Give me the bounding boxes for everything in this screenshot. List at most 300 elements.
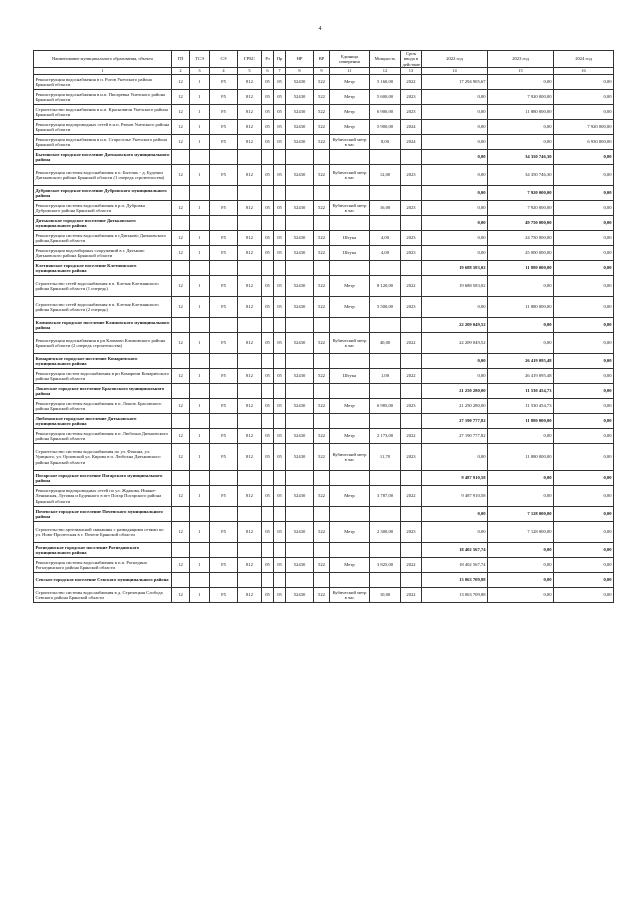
cell-power: 5 160,00 xyxy=(370,75,401,90)
cell-grbs: 812 xyxy=(238,588,262,603)
cell-se: F5 xyxy=(210,135,238,150)
column-index: 8 xyxy=(286,68,314,75)
cell-pr: 05 xyxy=(274,246,286,261)
cell-tse: 1 xyxy=(190,90,210,105)
empty-cell xyxy=(238,261,262,276)
amount-2024: 0,00 xyxy=(554,276,614,297)
group-row xyxy=(34,216,614,231)
amount-2024: 0,00 xyxy=(554,216,614,231)
amount-2024: 0,00 xyxy=(554,297,614,318)
empty-cell xyxy=(370,354,401,369)
table-row xyxy=(34,105,614,120)
empty-cell xyxy=(172,573,190,588)
cell-power: 8 120,00 xyxy=(370,276,401,297)
cell-tse: 1 xyxy=(190,588,210,603)
cell-tse: 1 xyxy=(190,246,210,261)
cell-se: F5 xyxy=(210,522,238,543)
cell-year: 2022 xyxy=(401,558,422,573)
cell-unit: Штука xyxy=(330,369,370,384)
cell-nr: 52430 xyxy=(286,522,314,543)
empty-cell xyxy=(238,471,262,486)
amount-2024: 7 920 000,00 xyxy=(554,120,614,135)
empty-cell xyxy=(286,573,314,588)
amount-2024: 0,00 xyxy=(554,399,614,414)
cell-unit: Метр xyxy=(330,558,370,573)
cell-gp: 12 xyxy=(172,135,190,150)
cell-vr: 522 xyxy=(314,75,330,90)
amount-2023: 7 920 000,00 xyxy=(488,90,554,105)
cell-gp: 12 xyxy=(172,105,190,120)
table-row xyxy=(34,486,614,507)
amount-2024: 0,00 xyxy=(554,261,614,276)
empty-cell xyxy=(286,216,314,231)
object-name: Реконструкция водозаборных сооружений в г. Дятьково Дятьковского района Брянской области xyxy=(34,246,172,261)
empty-cell xyxy=(238,216,262,231)
cell-tse: 1 xyxy=(190,486,210,507)
amount-2024: 0,00 xyxy=(554,354,614,369)
cell-rz: 05 xyxy=(262,486,274,507)
empty-cell xyxy=(262,384,274,399)
amount-2022: 27 190 777,82 xyxy=(422,429,488,444)
empty-cell xyxy=(330,384,370,399)
empty-cell xyxy=(172,216,190,231)
cell-pr: 05 xyxy=(274,399,286,414)
empty-cell xyxy=(190,354,210,369)
empty-cell xyxy=(274,261,286,276)
cell-unit: Метр xyxy=(330,522,370,543)
amount-2024: 0,00 xyxy=(554,543,614,558)
column-index: 12 xyxy=(370,68,401,75)
object-name: Реконструкция системы водоснабжения в р.п. Дубровка Дубровского района Брянской области xyxy=(34,201,172,216)
amount-2022: 13 063 709,88 xyxy=(422,588,488,603)
cell-tse: 1 xyxy=(190,120,210,135)
table-row xyxy=(34,558,614,573)
amount-2024: 0,00 xyxy=(554,231,614,246)
amount-2023: 0,00 xyxy=(488,558,554,573)
cell-rz: 05 xyxy=(262,90,274,105)
cell-gp: 12 xyxy=(172,246,190,261)
column-header: 2023 год xyxy=(488,51,554,68)
cell-gp: 12 xyxy=(172,297,190,318)
group-name: Дятьковское городское поселение Дятьковского муниципального района xyxy=(34,216,172,231)
cell-tse: 1 xyxy=(190,429,210,444)
cell-rz: 05 xyxy=(262,201,274,216)
object-name: Строительство сетей водоснабжения в п. Клетня Клетнянского района Брянской области (2 очередь) xyxy=(34,297,172,318)
amount-2022: 0,00 xyxy=(422,150,488,165)
empty-cell xyxy=(370,471,401,486)
empty-cell xyxy=(238,414,262,429)
cell-nr: 52430 xyxy=(286,399,314,414)
empty-cell xyxy=(172,150,190,165)
cell-pr: 05 xyxy=(274,276,286,297)
empty-cell xyxy=(190,216,210,231)
cell-unit: Метр xyxy=(330,120,370,135)
cell-vr: 522 xyxy=(314,297,330,318)
cell-nr: 52430 xyxy=(286,201,314,216)
cell-tse: 1 xyxy=(190,165,210,186)
cell-gp: 12 xyxy=(172,231,190,246)
empty-cell xyxy=(330,507,370,522)
cell-grbs: 812 xyxy=(238,231,262,246)
column-index: 11 xyxy=(330,68,370,75)
empty-cell xyxy=(401,414,422,429)
cell-se: F5 xyxy=(210,75,238,90)
cell-gp: 12 xyxy=(172,399,190,414)
cell-rz: 05 xyxy=(262,333,274,354)
column-index: 1 xyxy=(34,68,172,75)
cell-year: 2023 xyxy=(401,231,422,246)
empty-cell xyxy=(274,507,286,522)
empty-cell xyxy=(262,573,274,588)
cell-pr: 05 xyxy=(274,444,286,471)
empty-cell xyxy=(370,543,401,558)
amount-2022: 0,00 xyxy=(422,522,488,543)
object-name: Реконструкция водоснабжения в н.п. Писаревка Унечского района Брянской области xyxy=(34,90,172,105)
amount-2022: 13 063 709,88 xyxy=(422,573,488,588)
cell-nr: 52430 xyxy=(286,429,314,444)
cell-se: F5 xyxy=(210,558,238,573)
cell-vr: 522 xyxy=(314,246,330,261)
cell-grbs: 812 xyxy=(238,522,262,543)
amount-2023: 7 920 000,00 xyxy=(488,186,554,201)
amount-2023: 49 750 000,00 xyxy=(488,216,554,231)
cell-unit: Метр xyxy=(330,297,370,318)
cell-tse: 1 xyxy=(190,522,210,543)
cell-rz: 05 xyxy=(262,276,274,297)
empty-cell xyxy=(238,318,262,333)
cell-se: F5 xyxy=(210,588,238,603)
header-row xyxy=(34,51,614,68)
empty-cell xyxy=(286,186,314,201)
cell-vr: 522 xyxy=(314,588,330,603)
cell-nr: 52430 xyxy=(286,135,314,150)
cell-se: F5 xyxy=(210,90,238,105)
empty-cell xyxy=(190,471,210,486)
table-row xyxy=(34,90,614,105)
cell-se: F5 xyxy=(210,276,238,297)
cell-grbs: 812 xyxy=(238,105,262,120)
cell-power: 16,00 xyxy=(370,201,401,216)
cell-power: 3 825,00 xyxy=(370,558,401,573)
column-index: 5 xyxy=(238,68,262,75)
amount-2022: 0,00 xyxy=(422,369,488,384)
group-row xyxy=(34,507,614,522)
empty-cell xyxy=(370,384,401,399)
empty-cell xyxy=(274,354,286,369)
object-name: Реконструкция системы водоснабжения в п.п. Рогнедино Рогнединского района Брянской области xyxy=(34,558,172,573)
object-name: Строительство водоснабжения в н.п. Красновичи Унечского района Брянской области xyxy=(34,105,172,120)
table-row xyxy=(34,333,614,354)
empty-cell xyxy=(370,414,401,429)
cell-pr: 05 xyxy=(274,120,286,135)
column-index: 15 xyxy=(488,68,554,75)
cell-unit: Штука xyxy=(330,231,370,246)
amount-2022: 0,00 xyxy=(422,444,488,471)
cell-nr: 52430 xyxy=(286,246,314,261)
amount-2023: 11 880 000,00 xyxy=(488,261,554,276)
amount-2023: 0,00 xyxy=(488,543,554,558)
empty-cell xyxy=(286,471,314,486)
amount-2022: 0,00 xyxy=(422,216,488,231)
empty-cell xyxy=(262,261,274,276)
empty-cell xyxy=(370,573,401,588)
cell-gp: 12 xyxy=(172,369,190,384)
cell-pr: 05 xyxy=(274,105,286,120)
column-header: ГП xyxy=(172,51,190,68)
empty-cell xyxy=(210,186,238,201)
empty-cell xyxy=(274,186,286,201)
amount-2023: 7 128 000,00 xyxy=(488,522,554,543)
cell-unit: Кубический метр в час xyxy=(330,444,370,471)
cell-unit: Метр xyxy=(330,486,370,507)
cell-gp: 12 xyxy=(172,333,190,354)
cell-vr: 522 xyxy=(314,522,330,543)
empty-cell xyxy=(190,261,210,276)
cell-power: 40,00 xyxy=(370,333,401,354)
amount-2022: 27 190 777,82 xyxy=(422,414,488,429)
cell-power: 10,00 xyxy=(370,588,401,603)
empty-cell xyxy=(401,318,422,333)
cell-power: 4,00 xyxy=(370,231,401,246)
empty-cell xyxy=(314,573,330,588)
empty-cell xyxy=(210,318,238,333)
empty-cell xyxy=(210,507,238,522)
cell-se: F5 xyxy=(210,231,238,246)
table-row xyxy=(34,165,614,186)
cell-grbs: 812 xyxy=(238,558,262,573)
object-name: Реконструкция систем водоснабжения в рп Комаричи Комаричского района Брянской области xyxy=(34,369,172,384)
group-row xyxy=(34,543,614,558)
empty-cell xyxy=(330,471,370,486)
empty-cell xyxy=(314,186,330,201)
object-name: Строительство артезианской скважины с разводящими сетями по ул. Ново-Пролетская в г. Почепе Брянской области xyxy=(34,522,172,543)
empty-cell xyxy=(262,150,274,165)
cell-unit: Метр xyxy=(330,90,370,105)
cell-grbs: 812 xyxy=(238,399,262,414)
group-name: Комаричское городское поселение Комаричского муниципального района xyxy=(34,354,172,369)
column-header: Срок ввода в действие xyxy=(402,51,421,67)
cell-tse: 1 xyxy=(190,444,210,471)
empty-cell xyxy=(262,186,274,201)
amount-2023: 26 419 095,48 xyxy=(488,354,554,369)
cell-year: 2023 xyxy=(401,444,422,471)
cell-tse: 1 xyxy=(190,75,210,90)
amount-2024: 0,00 xyxy=(554,471,614,486)
empty-cell xyxy=(286,543,314,558)
cell-nr: 52430 xyxy=(286,297,314,318)
group-row xyxy=(34,150,614,165)
empty-cell xyxy=(286,354,314,369)
amount-2023: 0,00 xyxy=(488,135,554,150)
cell-tse: 1 xyxy=(190,105,210,120)
cell-power: 6 900,00 xyxy=(370,105,401,120)
empty-cell xyxy=(210,573,238,588)
cell-unit: Кубический метр в час xyxy=(330,201,370,216)
empty-cell xyxy=(274,150,286,165)
empty-cell xyxy=(238,507,262,522)
amount-2022: 22 209 049,52 xyxy=(422,333,488,354)
empty-cell xyxy=(314,471,330,486)
empty-cell xyxy=(401,543,422,558)
empty-cell xyxy=(238,543,262,558)
cell-rz: 05 xyxy=(262,120,274,135)
amount-2024: 0,00 xyxy=(554,105,614,120)
table-row xyxy=(34,399,614,414)
amount-2024: 0,00 xyxy=(554,522,614,543)
object-name: Реконструкция системы водоснабжения в п. Любохна Дятьковского района Брянской области xyxy=(34,429,172,444)
cell-pr: 05 xyxy=(274,165,286,186)
empty-cell xyxy=(330,573,370,588)
table-row xyxy=(34,369,614,384)
amount-2024: 0,00 xyxy=(554,90,614,105)
group-name: Севское городское поселение Севского муниципального района xyxy=(34,573,172,588)
table-row xyxy=(34,201,614,216)
amount-2024: 0,00 xyxy=(554,384,614,399)
table-row xyxy=(34,429,614,444)
cell-nr: 52430 xyxy=(286,369,314,384)
column-index-row xyxy=(34,68,614,75)
amount-2024: 0,00 xyxy=(554,444,614,471)
amount-2023: 11 530 454,73 xyxy=(488,399,554,414)
cell-gp: 12 xyxy=(172,75,190,90)
amount-2022: 19 688 583,02 xyxy=(422,276,488,297)
amount-2022: 0,00 xyxy=(422,297,488,318)
amount-2023: 7 920 000,00 xyxy=(488,201,554,216)
empty-cell xyxy=(238,150,262,165)
cell-unit: Кубический метр в час xyxy=(330,588,370,603)
cell-grbs: 812 xyxy=(238,75,262,90)
empty-cell xyxy=(238,354,262,369)
group-row xyxy=(34,573,614,588)
cell-tse: 1 xyxy=(190,558,210,573)
cell-se: F5 xyxy=(210,105,238,120)
empty-cell xyxy=(238,186,262,201)
cell-rz: 05 xyxy=(262,165,274,186)
empty-cell xyxy=(262,318,274,333)
object-name: Реконструкция водоснабжения в рп Климово Климовского района Брянской области (2 очередь строительства) xyxy=(34,333,172,354)
column-header: 2022 год xyxy=(422,51,488,68)
cell-se: F5 xyxy=(210,444,238,471)
cell-pr: 05 xyxy=(274,429,286,444)
empty-cell xyxy=(274,543,286,558)
empty-cell xyxy=(314,354,330,369)
cell-vr: 522 xyxy=(314,558,330,573)
cell-rz: 05 xyxy=(262,588,274,603)
amount-2023: 0,00 xyxy=(488,573,554,588)
column-index: 2 xyxy=(172,68,190,75)
cell-unit: Кубический метр в час xyxy=(330,333,370,354)
cell-power: 5 500,00 xyxy=(370,297,401,318)
empty-cell xyxy=(330,354,370,369)
table-row xyxy=(34,120,614,135)
amount-2023: 0,00 xyxy=(488,75,554,90)
empty-cell xyxy=(314,507,330,522)
amount-2022: 0,00 xyxy=(422,90,488,105)
amount-2024: 0,00 xyxy=(554,429,614,444)
cell-nr: 52430 xyxy=(286,486,314,507)
empty-cell xyxy=(330,414,370,429)
empty-cell xyxy=(286,150,314,165)
cell-power: 11,70 xyxy=(370,444,401,471)
cell-year: 2022 xyxy=(401,369,422,384)
cell-nr: 52430 xyxy=(286,558,314,573)
empty-cell xyxy=(370,507,401,522)
table-row xyxy=(34,297,614,318)
cell-se: F5 xyxy=(210,120,238,135)
amount-2023: 11 880 000,00 xyxy=(488,297,554,318)
cell-gp: 12 xyxy=(172,588,190,603)
object-name: Реконструкция системы водоснабжения в п. Бытошь - д. Будочки Дятьковского района Брянской области (1 очередь строительства) xyxy=(34,165,172,186)
cell-pr: 05 xyxy=(274,135,286,150)
group-row xyxy=(34,414,614,429)
amount-2024: 0,00 xyxy=(554,186,614,201)
cell-grbs: 812 xyxy=(238,246,262,261)
empty-cell xyxy=(190,318,210,333)
empty-cell xyxy=(314,318,330,333)
amount-2022: 0,00 xyxy=(422,165,488,186)
cell-vr: 522 xyxy=(314,90,330,105)
cell-vr: 522 xyxy=(314,429,330,444)
empty-cell xyxy=(370,150,401,165)
cell-tse: 1 xyxy=(190,369,210,384)
empty-cell xyxy=(172,354,190,369)
column-index: 16 xyxy=(554,68,614,75)
cell-unit: Метр xyxy=(330,429,370,444)
amount-2023: 34 350 746,30 xyxy=(488,165,554,186)
cell-se: F5 xyxy=(210,201,238,216)
empty-cell xyxy=(190,573,210,588)
cell-year: 2023 xyxy=(401,201,422,216)
empty-cell xyxy=(401,150,422,165)
amount-2022: 0,00 xyxy=(422,186,488,201)
empty-cell xyxy=(401,354,422,369)
table-row xyxy=(34,75,614,90)
object-name: Реконструкция водоснабжения в н.п. Старосельe Унечского района Брянской области xyxy=(34,135,172,150)
empty-cell xyxy=(172,318,190,333)
cell-nr: 52430 xyxy=(286,231,314,246)
cell-tse: 1 xyxy=(190,297,210,318)
cell-year: 2023 xyxy=(401,297,422,318)
empty-cell xyxy=(210,414,238,429)
cell-tse: 1 xyxy=(190,276,210,297)
object-name: Реконструкция системы водоснабжения в г.Дятьково Дятьковского района,Брянской области xyxy=(34,231,172,246)
column-header: Мощность xyxy=(370,51,401,68)
cell-power: 12,00 xyxy=(370,165,401,186)
cell-grbs: 812 xyxy=(238,369,262,384)
group-row xyxy=(34,354,614,369)
group-name: Дубровское городское поселение Дубровского муниципального района xyxy=(34,186,172,201)
cell-gp: 12 xyxy=(172,201,190,216)
amount-2022: 18 402 567,74 xyxy=(422,558,488,573)
empty-cell xyxy=(330,150,370,165)
amount-2024: 6 930 000,00 xyxy=(554,135,614,150)
table-body xyxy=(34,75,614,603)
cell-rz: 05 xyxy=(262,369,274,384)
group-name: Погарское городское поселение Погарского муниципального района xyxy=(34,471,172,486)
table-row xyxy=(34,522,614,543)
column-index: 13 xyxy=(401,68,422,75)
amount-2022: 19 688 583,02 xyxy=(422,261,488,276)
amount-2022: 9 487 910,58 xyxy=(422,471,488,486)
empty-cell xyxy=(314,150,330,165)
empty-cell xyxy=(286,507,314,522)
cell-year: 2022 xyxy=(401,75,422,90)
object-name: Строительство сетей водоснабжения в п. Клетня Клетнянского района Брянской области (1 очередь) xyxy=(34,276,172,297)
empty-cell xyxy=(370,216,401,231)
cell-vr: 522 xyxy=(314,231,330,246)
empty-cell xyxy=(274,471,286,486)
empty-cell xyxy=(274,384,286,399)
